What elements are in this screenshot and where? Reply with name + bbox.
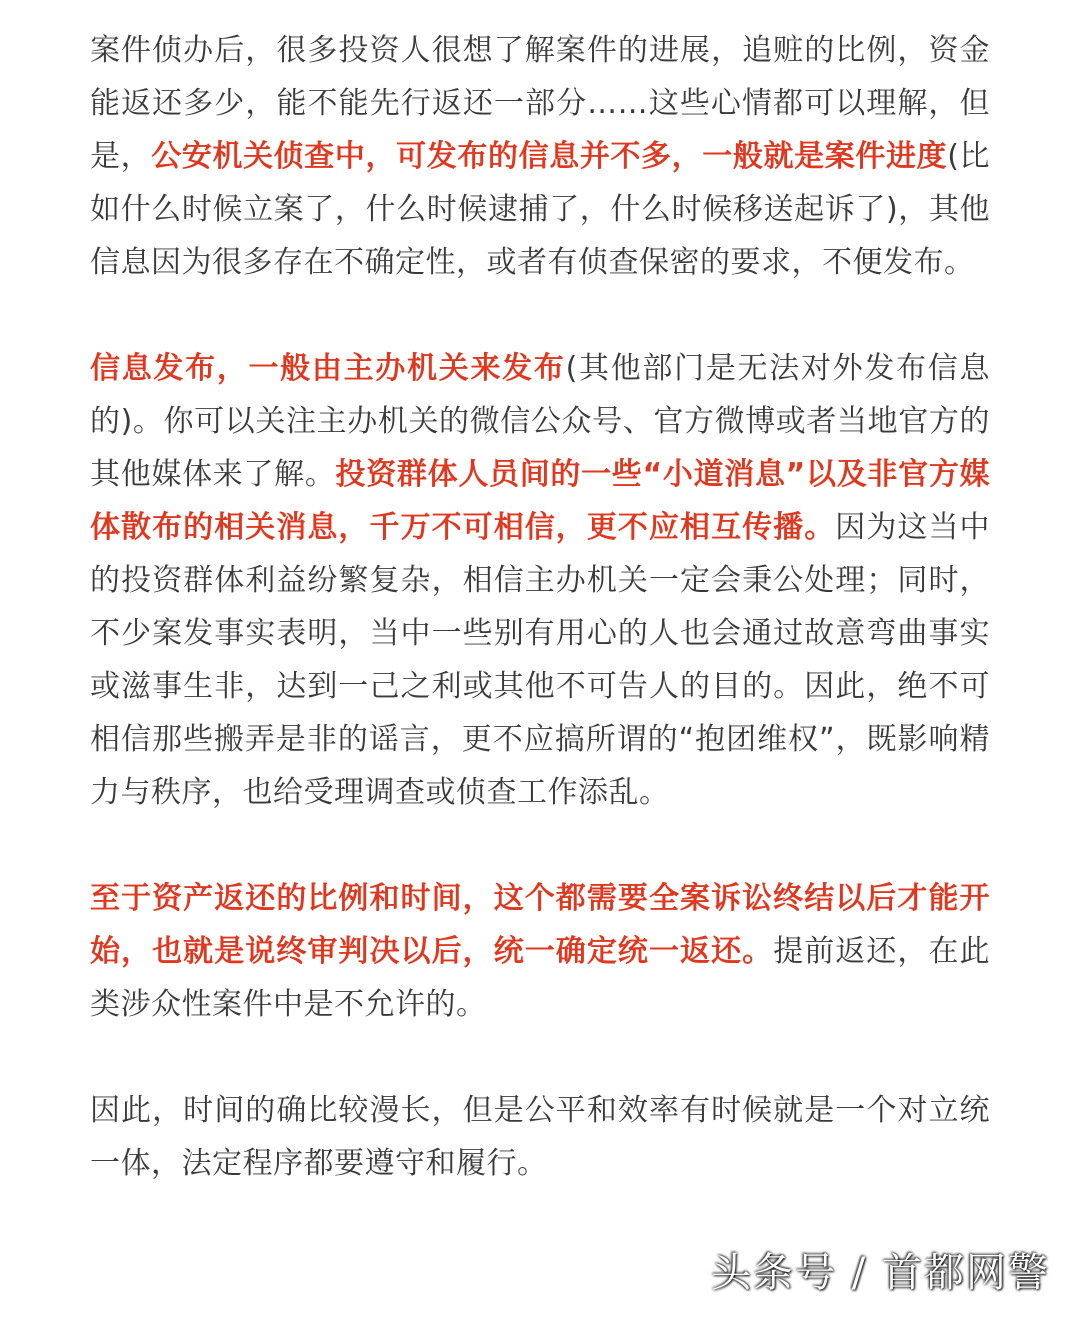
paragraph-2	[90, 342, 990, 819]
watermark: 头条号 / 首都网警	[711, 1250, 1050, 1296]
p2-highlight-a: 信息发布，一般由主办机关来发布	[90, 351, 566, 386]
p2-text-b: (其他部门是无法对外发布信息的)。你可以关注主办机关的微信公众号、官方微博或者当地官方的其他媒体来了解。	[90, 351, 990, 492]
paragraph-gap	[90, 1031, 990, 1084]
p3-text-b: 提前返还，在此类涉众性案件中是不允许的。	[90, 934, 991, 1022]
p1-text-a: 案件侦办后，很多投资人很想了解案件的进展，追赃的比例，资金能返还多少，能不能先行返还一部分……这些心情都可以理解，但是，	[90, 33, 990, 174]
p2-text-d: 因为这当中的投资群体利益纷繁复杂，相信主办机关一定会秉公处理；同时，不少案发事实表明，当中一些别有用心的人也会通过故意弯曲事实或滋事生非，达到一己之利或其他不可告人的目的。因此，绝不可相信那些搬弄是非的谣言，更不应搞所谓的“抱团维权”，既影响精力与秩序，也给受理调查或侦查工作添乱。	[90, 510, 991, 810]
paragraph-gap	[90, 819, 990, 872]
paragraph-1	[90, 24, 990, 289]
paragraph-gap	[90, 289, 990, 342]
paragraph-4	[90, 1084, 990, 1190]
p4-text: 因此，时间的确比较漫长，但是公平和效率有时候就是一个对立统一体，法定程序都要遵守和履行。	[90, 1093, 990, 1181]
p1-text-c: (比如什么时候立案了，什么时候逮捕了，什么时候移送起诉了)，其他信息因为很多存在不确定性，或者有侦查保密的要求，不便发布。	[90, 139, 991, 280]
article-body	[90, 24, 990, 1190]
p2-highlight-c: 投资群体人员间的一些“小道消息”以及非官方媒体散布的相关消息，千万不可相信，更不应相互传播。	[90, 457, 991, 545]
p1-highlight: 公安机关侦查中，可发布的信息并不多，一般就是案件进度	[151, 139, 948, 174]
paragraph-3	[90, 872, 990, 1031]
p3-highlight: 至于资产返还的比例和时间，这个都需要全案诉讼终结以后才能开始，也就是说终审判决以后，统一确定统一返还。	[90, 881, 990, 969]
